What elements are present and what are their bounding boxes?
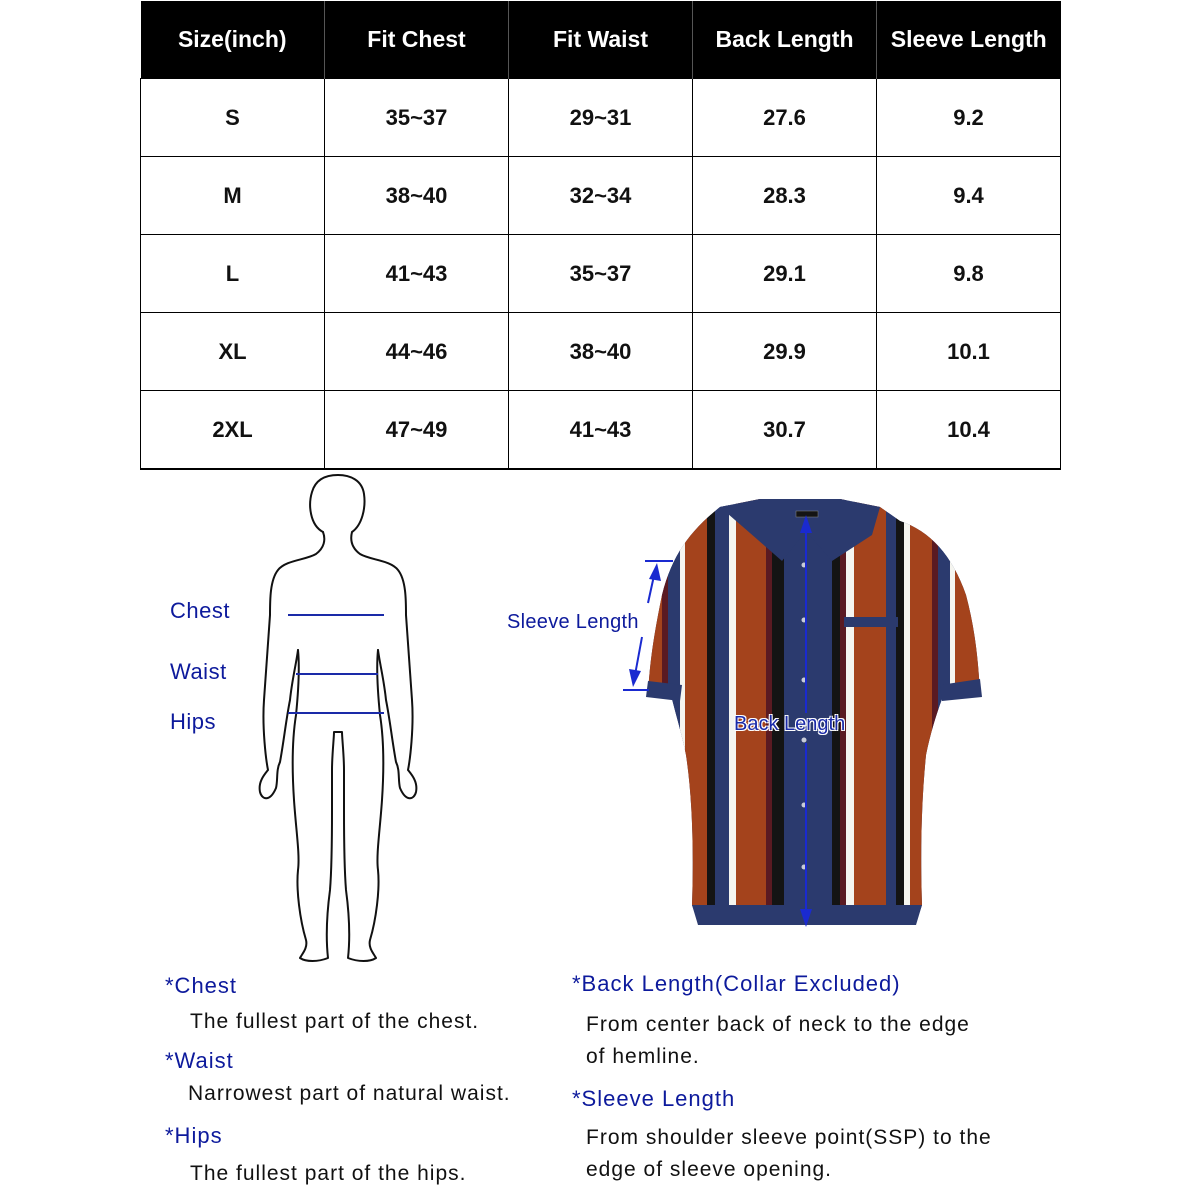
- cell-size: M: [141, 157, 325, 235]
- waist-label: Waist: [170, 659, 227, 684]
- cell-sleeve-length: 10.4: [877, 391, 1061, 470]
- cell-back-length: 29.1: [693, 235, 877, 313]
- back-length-desc-line1: From center back of neck to the edge: [586, 1013, 970, 1036]
- chest-pocket: [844, 617, 898, 627]
- hips-label: Hips: [170, 709, 217, 734]
- cell-fit-waist: 38~40: [509, 313, 693, 391]
- chest-desc-title: *Chest: [165, 973, 238, 998]
- cell-sleeve-length: 9.4: [877, 157, 1061, 235]
- cell-fit-waist: 32~34: [509, 157, 693, 235]
- cell-fit-chest: 47~49: [325, 391, 509, 470]
- chest-label: Chest: [170, 598, 230, 623]
- cell-fit-waist: 35~37: [509, 235, 693, 313]
- cell-back-length: 27.6: [693, 79, 877, 157]
- cell-sleeve-length: 9.8: [877, 235, 1061, 313]
- cell-back-length: 30.7: [693, 391, 877, 470]
- chest-desc-text: The fullest part of the chest.: [190, 1010, 480, 1033]
- cell-sleeve-length: 9.2: [877, 79, 1061, 157]
- table-header-row: [141, 1, 1061, 79]
- sleeve-length-label: Sleeve Length: [507, 611, 639, 633]
- cell-fit-chest: 38~40: [325, 157, 509, 235]
- cell-size: XL: [141, 313, 325, 391]
- cell-size: S: [141, 79, 325, 157]
- hips-desc-title: *Hips: [165, 1123, 223, 1148]
- back-length-desc-line2: of hemline.: [586, 1045, 700, 1068]
- cell-fit-chest: 44~46: [325, 313, 509, 391]
- body-outline-figure: [240, 470, 440, 970]
- cell-sleeve-length: 10.1: [877, 313, 1061, 391]
- table-row: [141, 391, 1061, 470]
- cell-back-length: 28.3: [693, 157, 877, 235]
- collar-tag: [796, 511, 818, 517]
- header-fit-chest: Fit Chest: [325, 1, 509, 79]
- table-row: [141, 157, 1061, 235]
- table-row: [141, 79, 1061, 157]
- hips-desc-text: The fullest part of the hips.: [190, 1162, 467, 1185]
- cell-fit-chest: 35~37: [325, 79, 509, 157]
- cell-size: L: [141, 235, 325, 313]
- header-fit-waist: Fit Waist: [509, 1, 693, 79]
- cell-fit-waist: 29~31: [509, 79, 693, 157]
- back-length-label: Back Length: [734, 713, 846, 735]
- header-size: Size(inch): [141, 1, 325, 79]
- table-row: [141, 313, 1061, 391]
- sleeve-length-desc-line1: From shoulder sleeve point(SSP) to the: [586, 1126, 992, 1149]
- sleeve-length-desc-title: *Sleeve Length: [572, 1086, 736, 1111]
- cell-fit-waist: 41~43: [509, 391, 693, 470]
- sleeve-length-desc-line2: edge of sleeve opening.: [586, 1158, 833, 1181]
- cell-size: 2XL: [141, 391, 325, 470]
- waist-desc-text: Narrowest part of natural waist.: [188, 1082, 511, 1105]
- cell-fit-chest: 41~43: [325, 235, 509, 313]
- table-row: [141, 235, 1061, 313]
- waist-desc-title: *Waist: [165, 1048, 234, 1073]
- size-chart-table: [140, 1, 1061, 470]
- header-back-length: Back Length: [693, 1, 877, 79]
- back-length-desc-title: *Back Length(Collar Excluded): [572, 971, 901, 996]
- header-sleeve-length: Sleeve Length: [877, 1, 1061, 79]
- cell-back-length: 29.9: [693, 313, 877, 391]
